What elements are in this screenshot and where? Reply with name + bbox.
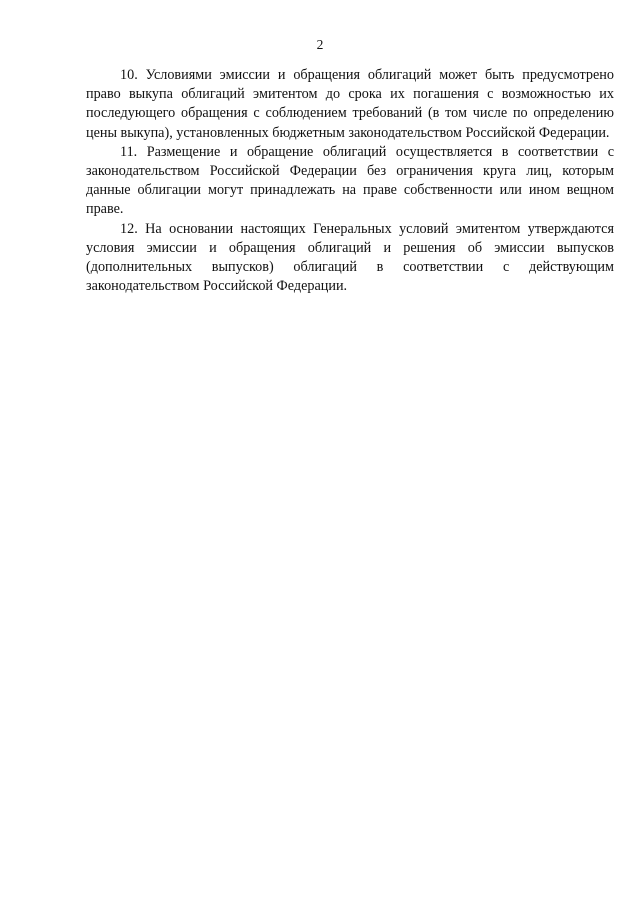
page-number: 2 [316,37,324,52]
paragraph-12: 12. На основании настоящих Генеральных условий эмитентом утверждаются условия эмиссии и обращения облигаций и решения об эмиссии выпусков (дополнительных выпусков) облигаций в соответствии с действующим законодательством Российской Федерации. [86,220,614,295]
paragraph-10: 10. Условиями эмиссии и обращения облигаций может быть предусмотрено право выкупа облигаций эмитентом до срока их погашения с возможностью их последующего обращения с соблюдением требований (в том числе по определению цены выкупа), установленных бюджетным законодательством Российской Федерации. [86,67,614,141]
document-body [86,66,614,296]
paragraph-11: 11. Размещение и обращение облигаций осуществляется в соответствии с законодательством Российской Федерации без ограничения круга лиц, которым данные облигации могут принадлежать на праве собственности или ином вещном праве. [86,143,614,218]
